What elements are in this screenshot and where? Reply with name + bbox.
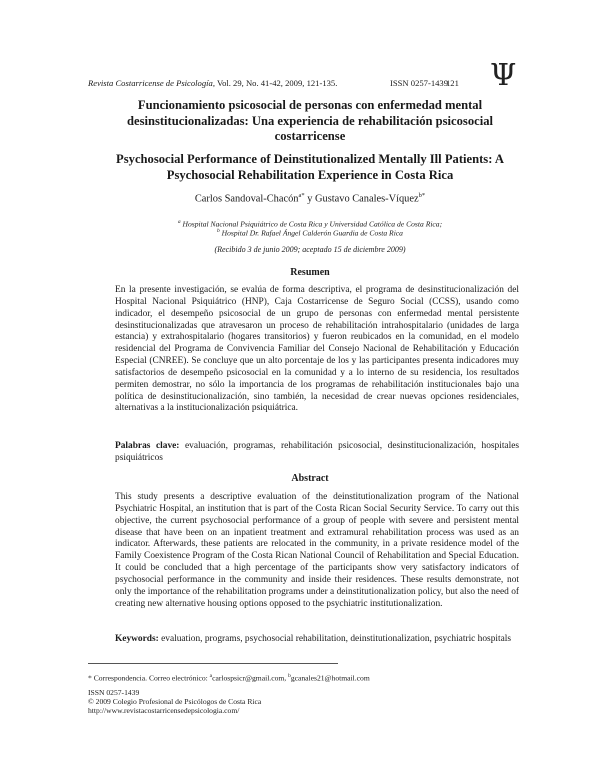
volume-info: , Vol. 29, No. 41-42, 2009, 121-135.: [212, 78, 338, 88]
email-2[interactable]: gcanales21@hotmail.com: [290, 673, 370, 683]
abstract-body: This study presents a descriptive evaluation of the deinstitutionalization program of the National Psychiatric Hospital, an institution that is part of the Costa Rican Social Security Service. To carry out this objective, the current psychosocial performance of a group of people with severe and persistent mental disease that have been on an inpatient treatment and extramural rehabilitation process was used as an indicator. Afterwards, these patients are relocated in the community, in a private residence model of the Family Coexistence Program of the Costa Rican National Council of Rehabilitation and Special Education. It could be concluded that a high percentage of the participants show very satisfactory indicators of psychosocial performance in the community and inside their residences. These results demonstrate, not only the importance of the rehabilitation programs under a deinstitutionalization policy, but also the need of creating new alternative housing options opposed to the psychiatric institutionalization.: [115, 492, 519, 609]
authors-line: [100, 192, 520, 204]
email-1[interactable]: carlospsicr@gmail.com,: [212, 673, 289, 683]
footer-copyright: © 2009 Colegio Profesional de Psicólogos de Costa Rica: [88, 697, 262, 706]
received-dates: (Recibido 3 de junio 2009; aceptado 15 de diciembre 2009): [214, 245, 406, 254]
footer-url-link[interactable]: http://www.revistacostarricensedepsicologia.com/: [88, 706, 240, 715]
title-spanish: Funcionamiento psicosocial de personas con enfermedad mental desinstitucionalizadas: Una experiencia de rehabilitación psicosocial costarricense: [126, 98, 494, 143]
author-1-sup: a*: [298, 192, 305, 199]
title-english: Psychosocial Performance of Deinstitutionalized Mentally Ill Patients: A Psychosocial Rehabilitation Experience in Costa Rica: [116, 152, 504, 182]
psi-logo-icon: Ψ: [490, 58, 517, 93]
resumen-heading: Resumen: [290, 267, 330, 278]
keywords-en-label: Keywords:: [115, 634, 159, 644]
keywords-es-label: Palabras clave:: [115, 441, 180, 451]
keywords-english: [115, 634, 519, 646]
affiliation-b: $^b$ Hospital Dr. Rafael Ángel Calderón Guardia de Costa Rica: [217, 228, 403, 238]
resumen-body: En la presente investigación, se evalúa de forma descriptiva, el programa de desinstitucionalización del Hospital Nacional Psiquiátrico (HNP), Caja Costarricense de Seguro Social (CCSS), usando como indicador, el desempeño psicosocial de un grupo de personas con enfermedad mental persistente desinstitucionalizadas que atravesaron un proceso de rehabilitación intrahospitalario (unidades de larga estancia) y extrahospitalario (hogares transitorios) y fueron reubicados en la comunidad, en el modelo residencial del Programa de Convivencia Familiar del Consejo Nacional de Rehabilitación y Educación Especial (CNREE). Se concluye que un alto porcentaje de los y las participantes presenta indicadores muy satisfactorios de desempeño psicosocial en la comunidad y a lo interno de su residencia, los resultados permiten demostrar, no sólo la importancia de los programas de rehabilitación institucionales bajo una política de desinstitucionalización, sino también, la necesidad de crear nuevas opciones residenciales, alternativas a la institucionalización psiquiátrica.: [115, 285, 519, 414]
keywords-spanish: [115, 441, 519, 465]
affiliation-a: $^a$ Hospital Nacional Psiquiátrico de Costa Rica y Universidad Católica de Costa Rica;: [177, 219, 443, 229]
author-connector: y: [304, 193, 316, 205]
footnote-divider: [88, 663, 338, 664]
page-number: 121: [446, 78, 459, 88]
keywords-en-list: evaluation, programs, psychosocial rehabilitation, deinstitutionalization, psychiatric hospitals: [158, 634, 512, 644]
author-2: Gustavo Canales-Víquez: [315, 193, 419, 205]
author-1: Carlos Sandoval-Chacón: [194, 193, 299, 205]
journal-name: Revista Costarricense de Psicología: [88, 78, 213, 88]
keywords-es-list: evaluación, programas, rehabilitación psicosocial, desinstitucionalización, hospitales psiquiátricos: [115, 441, 520, 463]
author-2-sup: b*: [418, 192, 426, 199]
header-issn: ISSN 0257-1439: [390, 78, 449, 88]
correspondence-note: * Correspondencia. Correo electrónico: $^a$carlospsicr@gmail.com, $^b$gcanales21@hotmail.com: [88, 673, 370, 683]
abstract-heading: Abstract: [291, 473, 329, 484]
footer-issn: ISSN 0257-1439: [88, 688, 140, 697]
